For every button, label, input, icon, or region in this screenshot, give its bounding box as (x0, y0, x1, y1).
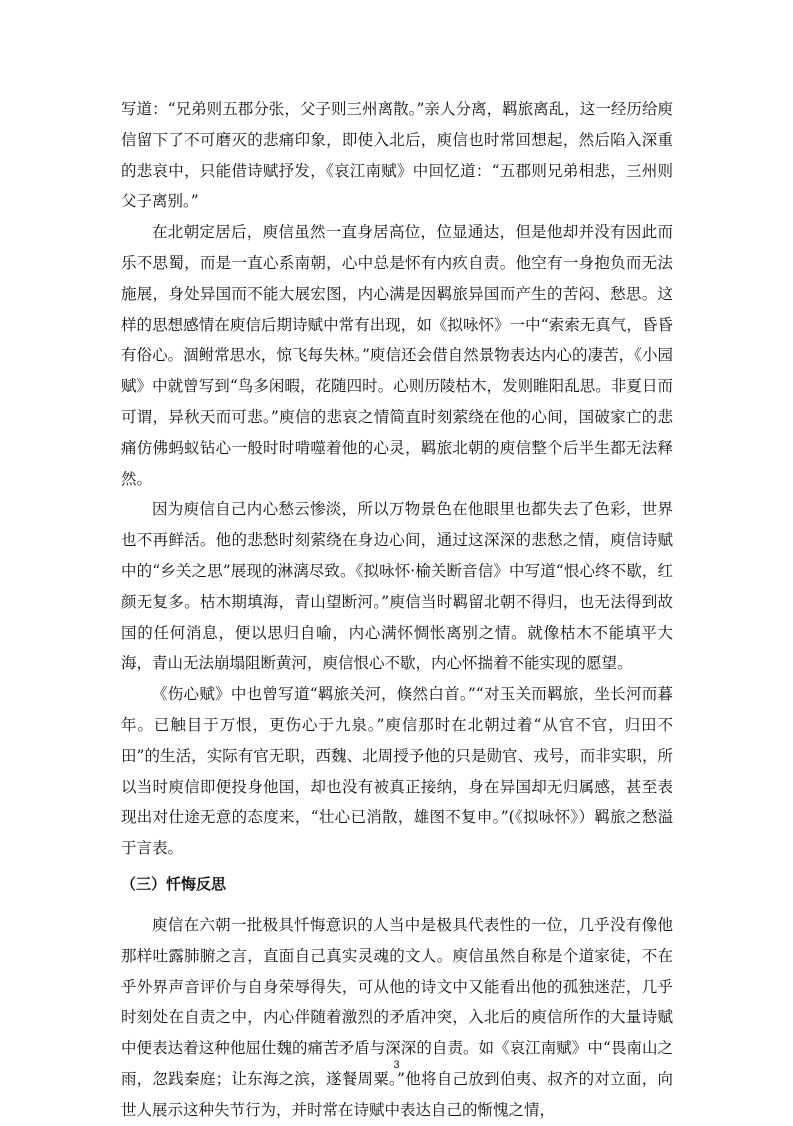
paragraph: 因为庾信自己内心愁云惨淡，所以万物景色在他眼里也都失去了色彩，世界也不再鲜活。他的悲愁时刻萦绕在身边心间，通过这深深的悲愁之情，庾信诗赋中的“乡关之思”展现的淋漓尽致。《拟咏怀·榆关断音信》中写道“恨心终不歇，红颜无复多。枯木期填海，青山望断河。”庾信当时羁留北朝不得归，也无法得到故国的任何消息，便以思归自喻，内心满怀惆怅离别之情。就像枯木不能填平大海，青山无法崩塌阻断黄河，庾信恨心不歇，内心怀揣着不能实现的愿望。 (121, 500, 673, 673)
paragraph-continuation: 写道：“兄弟则五郡分张，父子则三州离散。”亲人分离，羁旅离乱，这一经历给庾信留下了不可磨灭的悲痛印象，即使入北后，庾信也时常回想起，然后陷入深重的悲哀中，只能借诗赋抒发，《哀江南赋》中回忆道：“五郡则兄弟相悲，三州则父子离别。” (121, 100, 673, 211)
page-number: 3 (393, 1059, 400, 1071)
section-heading: （三）忏悔反思 (121, 874, 227, 893)
paragraph: 在北朝定居后，庾信虽然一直身居高位，位显通达，但是他却并没有因此而乐不思蜀，而是一直心系南朝，心中总是怀有内疚自责。他空有一身抱负而无法施展，身处异国而不能大展宏图，内心满是因羁旅异国而产生的苦闷、愁思。这样的思想感情在庾信后期诗赋中常有出现，如《拟咏怀》一中“索索无真气，昏昏有俗心。涸鲋常思水，惊飞每失林。”庾信还会借自然景物表达内心的凄苦，《小园赋》中就曾写到“鸟多闲暇，花随四时。心则历陵枯木，发则睢阳乱思。非夏日而可谓，异秋天而可悲。”庾信的悲哀之情简直时刻萦绕在他的心间，国破家亡的悲痛仿佛蚂蚁钻心一般时时啃噬着他的心灵，羁旅北朝的庾信整个后半生都无法释然。 (121, 223, 673, 488)
paragraph: 庾信在六朝一批极具忏悔意识的人当中是极具代表性的一位，几乎没有像他那样吐露肺腑之言，直面自己真实灵魂的文人。庾信虽然自称是个道家徒，不在乎外界声音评价与自身荣辱得失，可从他的诗文中又能看出他的孤独迷茫，几乎时刻处在自责之中，内心伴随着激烈的矛盾冲突，入北后的庾信所作的大量诗赋中便表达着这种他屈仕魏的痛苦矛盾与深深的自责。如《哀江南赋》中“畏南山之雨，忽践秦庭；让东海之滨，遂餐周粟。”他将自己放到伯夷、叔齐的对立面，向世人展示这种失节行为，并时常在诗赋中表达自己的惭愧之情， (121, 915, 673, 1119)
paragraph: 《伤心赋》中也曾写道“羁旅关河，倏然白首。”“对玉关而羁旅，坐长河而暮年。已触目于万恨，更伤心于九泉。”庾信那时在北朝过着“从官不官，归田不田”的生活，实际有官无职，西魏、北周授予他的只是勋官、戎号，而非实职，所以当时庾信即便投身他国，却也没有被真正接纳，身在异国却无归属感，甚至表现出对仕途无意的态度来，“壮心已消散，雄图不复申。”(《拟咏怀》）羁旅之愁溢于言表。 (121, 685, 673, 858)
body-text (121, 94, 673, 1126)
